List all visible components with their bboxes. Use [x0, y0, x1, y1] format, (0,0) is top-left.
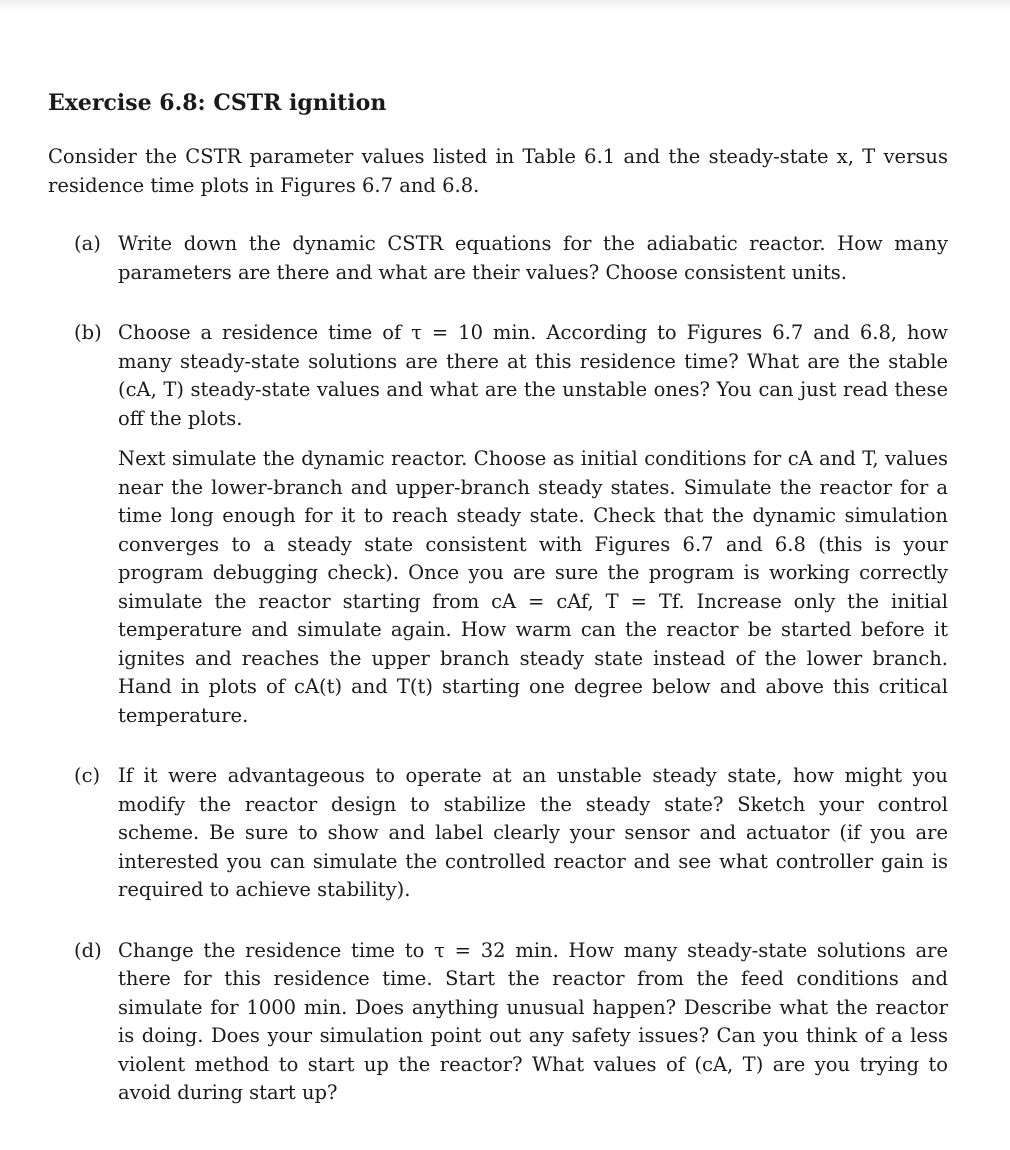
part-a [48, 230, 948, 287]
part-body [118, 937, 948, 1108]
part-label: (a) [74, 232, 101, 255]
part-b [48, 319, 948, 730]
part-paragraph: Next simulate the dynamic reactor. Choose as initial conditions for cA and T, values near the lower-branch and upper-branch steady states. Simulate the reactor for a time long enough for it to reach steady state. Check that the dynamic simulation converges to a steady state consistent with Figures 6.7 and 6.8 (this is your program debugging check). Once you are sure the program is working correctly simulate the reactor starting from cA = cAf, T = Tf. Increase only the initial temperature and simulate again. How warm can the reactor be started before it ignites and reaches the upper branch steady state instead of the lower branch. Hand in plots of cA(t) and T(t) starting one degree below and above this critical temperature. [118, 447, 948, 727]
part-label: (b) [74, 321, 102, 344]
exercise-title: Exercise 6.8: CSTR ignition [48, 90, 387, 116]
part-c [48, 762, 948, 905]
part-label: (c) [74, 764, 101, 787]
part-paragraph: If it were advantageous to operate at an unstable steady state, how might you modify the reactor design to stabilize the steady state? Sketch your control scheme. Be sure to show and label clearly your sensor and actuator (if you are interested you can simulate the controlled reactor and see what controller gain is required to achieve stability). [118, 764, 948, 901]
part-body [118, 762, 948, 905]
part-paragraph: Write down the dynamic CSTR equations for the adiabatic reactor. How many parameters are there and what are their values? Choose consistent units. [118, 232, 948, 284]
part-d [48, 937, 948, 1108]
part-body [118, 230, 948, 287]
part-label: (d) [74, 938, 102, 962]
part-body [118, 319, 948, 730]
part-paragraph: Change the residence time to τ = 32 min. How many steady-state solutions are there for this residence time. Start the reactor from the feed conditions and simulate for 1000 min. Does anything unusual happen? Describe what the reactor is doing. Does your simulation point out any safety issues? Can you think of a less violent method to start up the reactor? What values of (cA, T) are you trying to avoid during start up? [118, 938, 948, 1104]
exercise-intro: Consider the CSTR parameter values listed in Table 6.1 and the steady-state x, T versus residence time plots in Figures 6.7 and 6.8. [48, 145, 948, 197]
exercise-page [48, 88, 948, 1140]
page-top-edge [0, 0, 1010, 10]
part-paragraph: Choose a residence time of τ = 10 min. According to Figures 6.7 and 6.8, how many steady-state solutions are there at this residence time? What are the stable (cA, T) steady-state values and what are the unstable ones? You can just read these off the plots. [118, 321, 948, 430]
